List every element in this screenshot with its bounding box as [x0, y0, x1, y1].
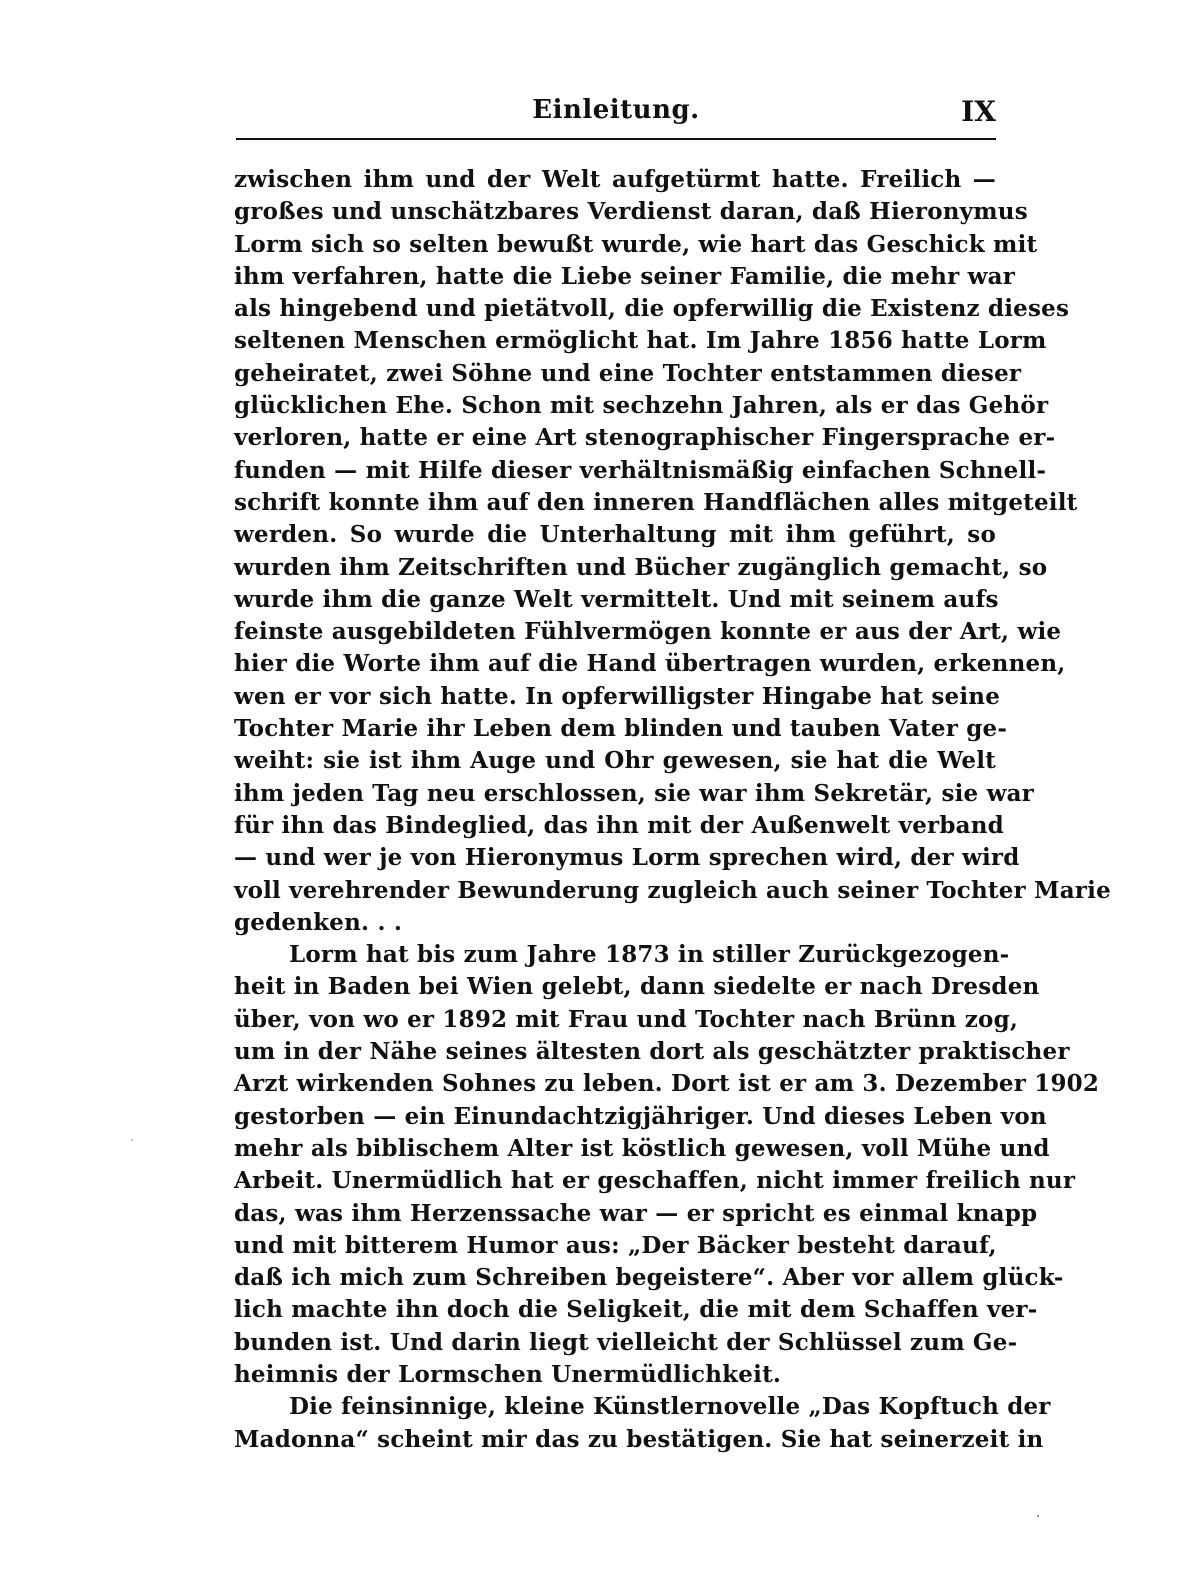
running-title: Einleitung. [532, 95, 700, 125]
text-line: voll verehrender Bewunderung zugleich auch seiner Tochter Marie [234, 876, 1111, 904]
text-line: verloren, hatte er eine Art stenographischer Fingersprache er- [234, 424, 1056, 452]
paragraph [234, 939, 1100, 1391]
text-line: feinste ausgebildeten Fühlvermögen konnte er aus der Art, wie [234, 618, 1062, 646]
text-line: für ihn das Bindeglied, das ihn mit der Außenwelt verband [234, 811, 1004, 839]
header-rule [236, 138, 996, 140]
print-speck [1037, 1515, 1039, 1517]
text-line: heit in Baden bei Wien gelebt, dann siedelte er nach Dresden [234, 973, 1040, 1001]
text-line: daß ich mich zum Schreiben begeistere“. Aber vor allem glück- [234, 1264, 1064, 1292]
text-line: ihm verfahren, hatte die Liebe seiner Familie, die mehr war [234, 262, 1016, 290]
text-line: heimnis der Lormschen Unermüdlichkeit. [234, 1360, 782, 1388]
text-line: um in der Nähe seines ältesten dort als geschätzter praktischer [234, 1038, 1070, 1066]
text-line: großes und unschätzbares Verdienst daran, daß Hieronymus [234, 198, 1028, 226]
text-line: Lorm sich so selten bewußt wurde, wie hart das Geschick mit [234, 230, 1038, 258]
text-line: Arbeit. Unermüdlich hat er geschaffen, nicht immer freilich nur [234, 1167, 1076, 1195]
paragraph [234, 164, 1111, 939]
text-line: hier die Worte ihm auf die Hand übertragen wurden, erkennen, [234, 650, 1066, 678]
text-line: schrift konnte ihm auf den inneren Handflächen alles mitgeteilt [234, 488, 1078, 516]
text-line: geheiratet, zwei Söhne und eine Tochter entstammen dieser [234, 359, 1022, 387]
text-line: lich machte ihn doch die Seligkeit, die mit dem Schaffen ver- [234, 1296, 1038, 1324]
text-line: seltenen Menschen ermöglicht hat. Im Jahre 1856 hatte Lorm [234, 327, 1047, 355]
text-line: werden. So wurde die Unterhaltung mit ihm geführt, so [234, 521, 996, 549]
text-line: glücklichen Ehe. Schon mit sechzehn Jahren, als er das Gehör [234, 392, 1049, 420]
text-line: und mit bitterem Humor aus: „Der Bäcker besteht darauf, [234, 1231, 997, 1259]
text-line: das, was ihm Herzenssache war — er spricht es einmal knapp [234, 1199, 1038, 1227]
text-line: wen er vor sich hatte. In opferwilligster Hingabe hat seine [234, 682, 1001, 710]
text-line: gedenken. . . [234, 908, 403, 936]
text-line: mehr als biblischem Alter ist köstlich gewesen, voll Mühe und [234, 1134, 1050, 1162]
text-line: Die feinsinnige, kleine Künstlernovelle „Das Kopftuch der [289, 1393, 1051, 1421]
text-line: bunden ist. Und darin liegt vielleicht der Schlüssel zum Ge- [234, 1328, 1018, 1356]
text-line: wurden ihm Zeitschriften und Bücher zugänglich gemacht, so [234, 553, 1048, 581]
text-line: gestorben — ein Einundachtzigjähriger. Und dieses Leben von [234, 1102, 1047, 1130]
text-line: Lorm hat bis zum Jahre 1873 in stiller Zurückgezogen- [289, 941, 1010, 969]
text-line: weiht: sie ist ihm Auge und Ohr gewesen, sie hat die Welt [234, 747, 996, 775]
page-number: IX [961, 95, 996, 128]
text-line: zwischen ihm und der Welt aufgetürmt hatte. Freilich — [234, 166, 996, 193]
print-speck [131, 1139, 133, 1141]
text-line: über, von wo er 1892 mit Frau und Tochter nach Brünn zog, [234, 1005, 1019, 1033]
text-line: ihm jeden Tag neu erschlossen, sie war ihm Sekretär, sie war [234, 779, 1034, 807]
text-line: funden — mit Hilfe dieser verhältnismäßig einfachen Schnell- [234, 456, 1047, 484]
text-line: wurde ihm die ganze Welt vermittelt. Und mit seinem aufs [234, 585, 999, 613]
text-line: Tochter Marie ihr Leben dem blinden und tauben Vater ge- [234, 715, 1008, 743]
page-header [236, 95, 996, 139]
text-line: Arzt wirkenden Sohnes zu leben. Dort ist er am 3. Dezember 1902 [234, 1070, 1100, 1098]
text-line: Madonna“ scheint mir das zu bestätigen. Sie hat seinerzeit in [234, 1425, 1044, 1453]
text-line: als hingebend und pietätvoll, die opferwillig die Existenz dieses [234, 295, 1070, 323]
body-text [234, 164, 1111, 1456]
text-line: — und wer je von Hieronymus Lorm sprechen wird, der wird [234, 844, 1020, 872]
paragraph [234, 1391, 1051, 1456]
